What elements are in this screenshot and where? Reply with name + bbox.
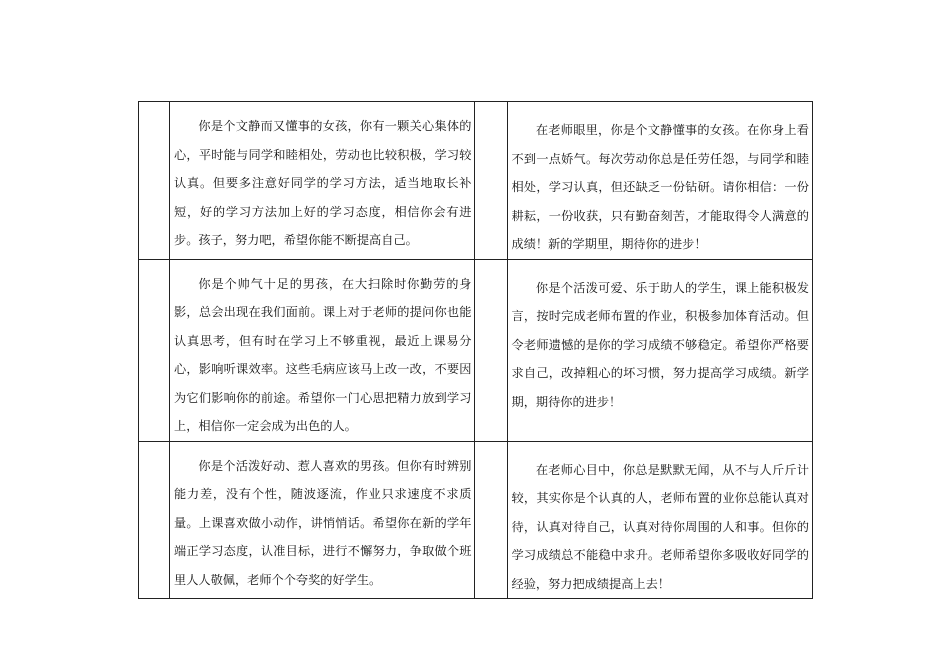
blank-cell (139, 259, 170, 441)
comment-table (138, 101, 813, 599)
comment-cell (507, 441, 812, 599)
comment-text: 你是个帅气十足的男孩，在大扫除时你勤劳的身影，总会出现在我们面前。课上对于老师的提问你也能认真思考，但有时在学习上不够重视，最近上课易分心，影响听课效率。这些毛病应该马上改一改，不要因为它们影响你的前途。希望你一门心思把精力放到学习上，相信你一定会成为出色的人。 (174, 276, 472, 433)
blank-cell (139, 102, 170, 260)
blank-cell (475, 102, 507, 260)
blank-cell (139, 441, 170, 599)
blank-cell (475, 259, 507, 441)
comment-cell (507, 102, 812, 260)
comment-text: 在老师眼里，你是个文静懂事的女孩。在你身上看不到一点娇气。每次劳动你总是任劳任怨，与同学和睦相处，学习认真，但还缺乏一份钻研。请你相信：一份耕耘，一份收获，只有勤奋刻苦，才能取得令人满意的成绩！新的学期里，期待你的进步！ (511, 123, 809, 251)
comment-text: 你是个活泼好动、惹人喜欢的男孩。但你有时辨别能力差，没有个性，随波逐流，作业只求速度不求质量。上课喜欢做小动作，讲悄悄话。希望你在新的学年端正学习态度，认准目标，进行不懈努力，争取做个班里人人敬佩，老师个个夸奖的好学生。 (174, 458, 472, 587)
blank-cell (475, 441, 507, 599)
table-row (139, 102, 813, 260)
comment-cell (170, 259, 475, 441)
table-row (139, 259, 813, 441)
comment-text: 在老师心目中，你总是默默无闻，从不与人斤斤计较，其实你是个认真的人，老师布置的业你总能认真对待，认真对待自己，认真对待你周围的人和事。但你的学习成绩总不能稳中求升。老师希望你多吸收好同学的经验，努力把成绩提高上去！ (511, 462, 809, 591)
comment-cell (507, 259, 812, 441)
comment-cell (170, 441, 475, 599)
comment-cell (170, 102, 475, 260)
table-row (139, 441, 813, 599)
comment-text: 你是个文静而又懂事的女孩，你有一颗关心集体的心，平时能与同学和睦相处，劳动也比较积极，学习较认真。但要多注意好同学的学习方法，适当地取长补短，好的学习方法加上好的学习态度，相信你会有进步。孩子，努力吧，希望你能不断提高自己。 (174, 119, 472, 247)
comment-text: 你是个活泼可爱、乐于助人的学生，课上能积极发言，按时完成老师布置的作业，积极参加体育活动。但令老师遗憾的是你的学习成绩不够稳定。希望你严格要求自己，改掉粗心的坏习惯，努力提高学习成绩。新学期，期待你的进步！ (511, 280, 809, 409)
